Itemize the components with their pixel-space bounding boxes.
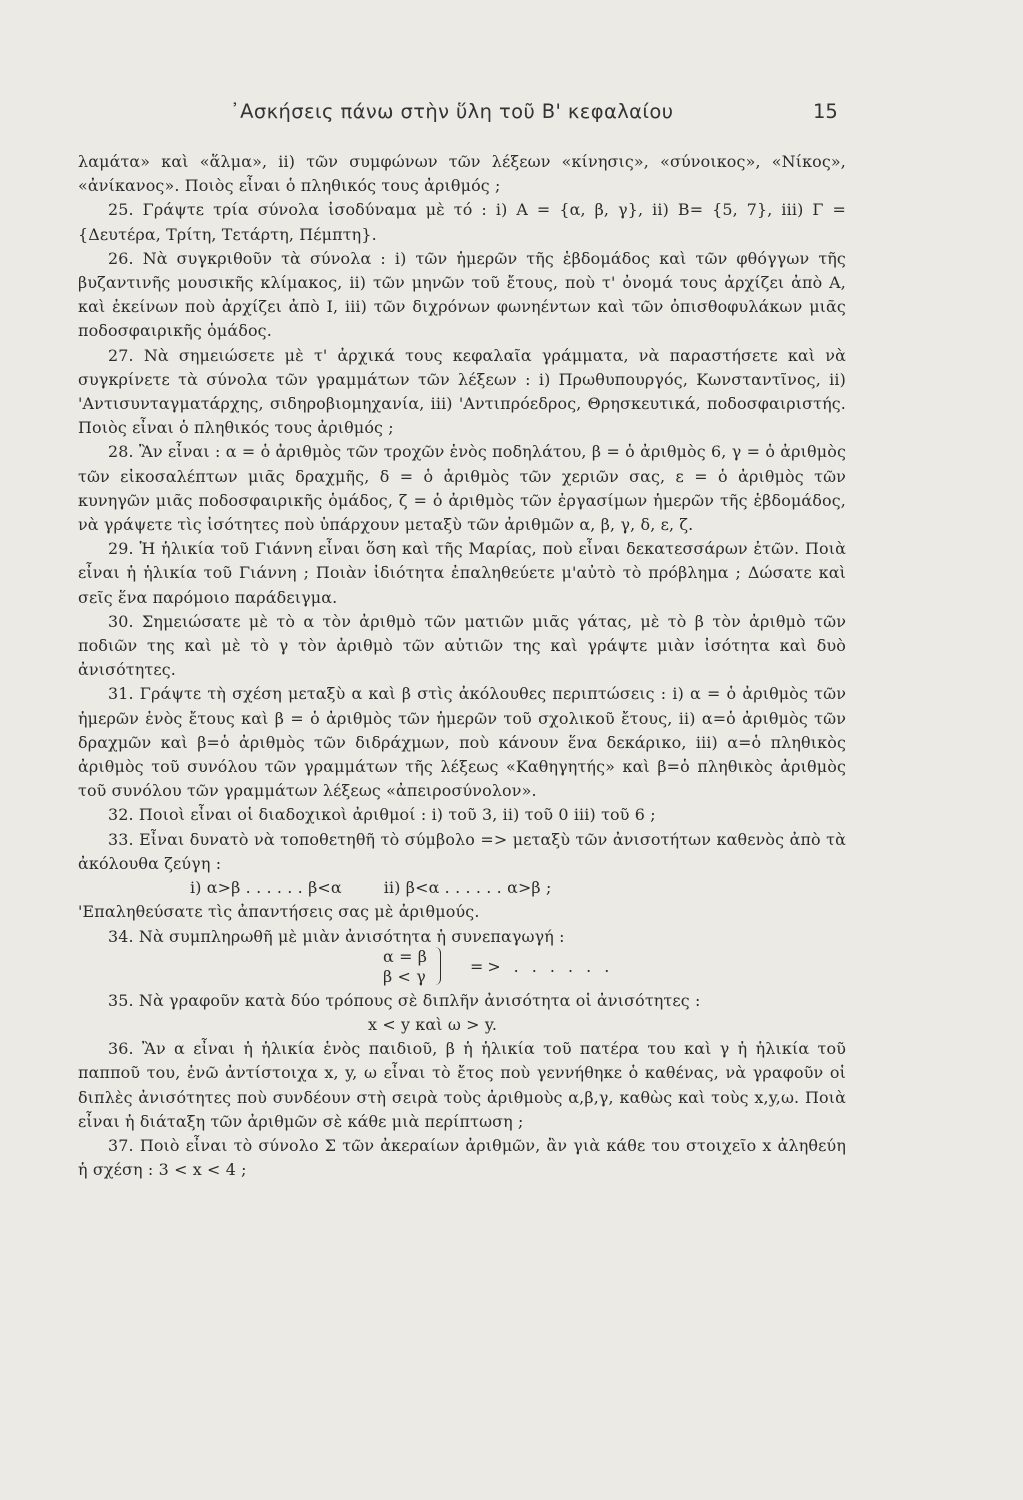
exercise-35: 35. Νὰ γραφοῦν κατὰ δύο τρόπους σὲ διπλῆν ἀνισότητα οἱ ἀνισότητες : [108, 990, 701, 1010]
header-title: ᾿Ασκήσεις πάνω στὴν ὕλη τοῦ Β' κεφαλαίου [230, 100, 674, 123]
system-line-1: α = β [383, 946, 428, 966]
system-line-2: β < γ [383, 966, 426, 986]
brace-symbol [434, 947, 441, 985]
exercise-32: 32. Ποιοὶ εἶναι οἱ διαδοχικοὶ ἀριθμοί : i) τοῦ 3, ii) τοῦ 0 iii) τοῦ 6 ; [108, 805, 656, 825]
exercise-26: 26. Νὰ συγκριθοῦν τὰ σύνολα : i) τῶν ἡμερῶν τῆς ἑβδομάδος καὶ τῶν φθόγγων τῆς βυζαντινῆς μουσικῆς κλίμακος, ii) τῶν μηνῶν τοῦ ἔτους, ποὺ τ' ὀνομά τους ἀρχίζει ἀπὸ Α, καὶ ἐκείνων ποὺ ἀρχίζει ἀπὸ Ι, iii) τῶν διχρόνων φωνηέντων καὶ τῶν ὀπισθοφυλάκων μιᾶς ποδοσφαιρικῆς ὁμάδος. [78, 248, 846, 341]
exercise-28: 28. Ἂν εἶναι : α = ὁ ἀριθμὸς τῶν τροχῶν ἑνὸς ποδηλάτου, β = ὁ ἀριθμὸς 6, γ = ὁ ἀριθμὸς τῶν εἰκοσαλέπτων μιᾶς δραχμῆς, δ = ὁ ἀριθμὸς τῶν χεριῶν σας, ε = ὁ ἀριθμὸς τῶν κυνηγῶν μιᾶς ποδοσφαιρικῆς ὁμάδος, ζ = ὁ ἀριθμὸς τῶν ἐργασίμων ἡμερῶν τῆς ἑβδομάδος, νὰ γράψετε τὶς ἰσότητες ποὺ ὑπάρχουν μεταξὺ τῶν ἀριθμῶν α, β, γ, δ, ε, ζ. [78, 442, 846, 535]
exercise-29: 29. Ἡ ἡλικία τοῦ Γιάννη εἶναι ὅση καὶ τῆς Μαρίας, ποὺ εἶναι δεκατεσσάρων ἐτῶν. Ποιὰ εἶναι ἡ ἡλικία τοῦ Γιάννη ; Ποιὰν ἰδιότητα ἐπαληθεύετε μ'αὐτὸ τὸ πρόβλημα ; Δώσατε καὶ σεῖς ἕνα παρόμοιο παράδειγμα. [78, 539, 846, 607]
pair-2: ii) β<α . . . . . . α>β ; [383, 878, 552, 898]
system-implication: => . . . . . . [470, 956, 614, 976]
exercise-33: 33. Εἶναι δυνατὸ νὰ τοποθετηθῆ τὸ σύμβολο => μεταξὺ τῶν ἀνισοτήτων καθενὸς ἀπὸ τὰ ἀκόλουθα ζεύγη : [78, 829, 846, 873]
exercise-33-pairs [78, 876, 846, 900]
exercise-30: 30. Σημειώσατε μὲ τὸ α τὸν ἀριθμὸ τῶν ματιῶν μιᾶς γάτας, μὲ τὸ β τὸν ἀριθμὸ τῶν ποδιῶν της καὶ μὲ τὸ γ τὸν ἀριθμὸ τῶν αὐτιῶν της καὶ γράψτε μιὰν ἰσότητα καὶ δυὸ ἀνισότητες. [78, 611, 846, 680]
exercise-31: 31. Γράψτε τὴ σχέση μεταξὺ α καὶ β στὶς ἀκόλουθες περιπτώσεις : i) α = ὁ ἀριθμὸς τῶν ἡμερῶν ἑνὸς ἔτους καὶ β = ὁ ἀριθμὸς τῶν ἡμερῶν τοῦ σχολικοῦ ἔτους, ii) α=ὁ ἀριθμὸς τῶν δραχμῶν καὶ β=ὁ ἀριθμὸς τῶν διδράχμων, ποὺ κάνουν ἕνα δεκάρικο, iii) α=ὁ πληθικὸς ἀριθμὸς τοῦ συνόλου τῶν γραμμάτων τῆς λέξεως «Καθηγητής» καὶ β=ὁ πληθικὸς ἀριθμὸς τοῦ συνόλου τῶν γραμμάτων λέξεως «ἀπειροσύνολον». [78, 684, 846, 801]
exercise-text [78, 150, 846, 1182]
exercise-24-continued: λαμάτα» καὶ «ἅλμα», ii) τῶν συμφώνων τῶν λέξεων «κίνησις», «σύνοικος», «Νίκος», «ἀνίκανος». Ποιὸς εἶναι ὁ πληθικός τους ἀριθμός ; [78, 152, 846, 196]
exercise-35-inequalities: x < y καὶ ω > y. [368, 1014, 498, 1034]
exercise-27: 27. Νὰ σημειώσετε μὲ τ' ἀρχικά τους κεφαλαῖα γράμματα, νὰ παραστήσετε καὶ νὰ συγκρίνετε τὰ σύνολα τῶν γραμμάτων τῶν λέξεων : i) Πρωθυπουργός, Κωνσταντῖνος, ii) 'Αντισυνταγματάρχης, σιδηροβιομηχανία, iii) 'Αντιπρόεδρος, Θρησκευτικά, ποδοσφαιριστής. Ποιὸς εἶναι ὁ πληθικός τους ἀριθμός ; [78, 345, 846, 438]
pair-1: i) α>β . . . . . . β<α [190, 878, 342, 898]
exercise-34-system [78, 946, 846, 989]
page-number: 15 [813, 100, 838, 123]
exercise-36: 36. Ἂν α εἶναι ἡ ἡλικία ἑνὸς παιδιοῦ, β ἡ ἡλικία τοῦ πατέρα του καὶ γ ἡ ἡλικία τοῦ παπποῦ του, ἐνῶ ἀντίστοιχα x, y, ω εἶναι τὸ ἔτος ποὺ γεννήθηκε ὁ καθένας, νὰ γραφοῦν οἱ διπλὲς ἀνισότητες ποὺ συνδέουν στὴ σειρὰ τοὺς ἀριθμοὺς α,β,γ, καθὼς καὶ τοὺς x,y,ω. Ποιὰ εἶναι ἡ διάταξη τῶν ἀριθμῶν σὲ κάθε μιὰ περίπτωση ; [78, 1039, 846, 1131]
running-header [0, 100, 1023, 130]
exercise-37: 37. Ποιὸ εἶναι τὸ σύνολο Σ τῶν ἀκεραίων ἀριθμῶν, ἂν γιὰ κάθε του στοιχεῖο x ἀληθεύη ἡ σχέση : 3 < x < 4 ; [78, 1135, 846, 1180]
exercise-25: 25. Γράψτε τρία σύνολα ἰσοδύναμα μὲ τό : i) A = {α, β, γ}, ii) B= {5, 7}, iii) Γ = {Δευτέρα, Τρίτη, Τετάρτη, Πέμπτη}. [78, 200, 846, 244]
exercise-33-end: 'Επαληθεύσατε τὶς ἀπαντήσεις σας μὲ ἀριθμούς. [78, 902, 480, 922]
exercise-34: 34. Νὰ συμπληρωθῆ μὲ μιὰν ἀνισότητα ἡ συνεπαγωγή : [108, 926, 565, 946]
